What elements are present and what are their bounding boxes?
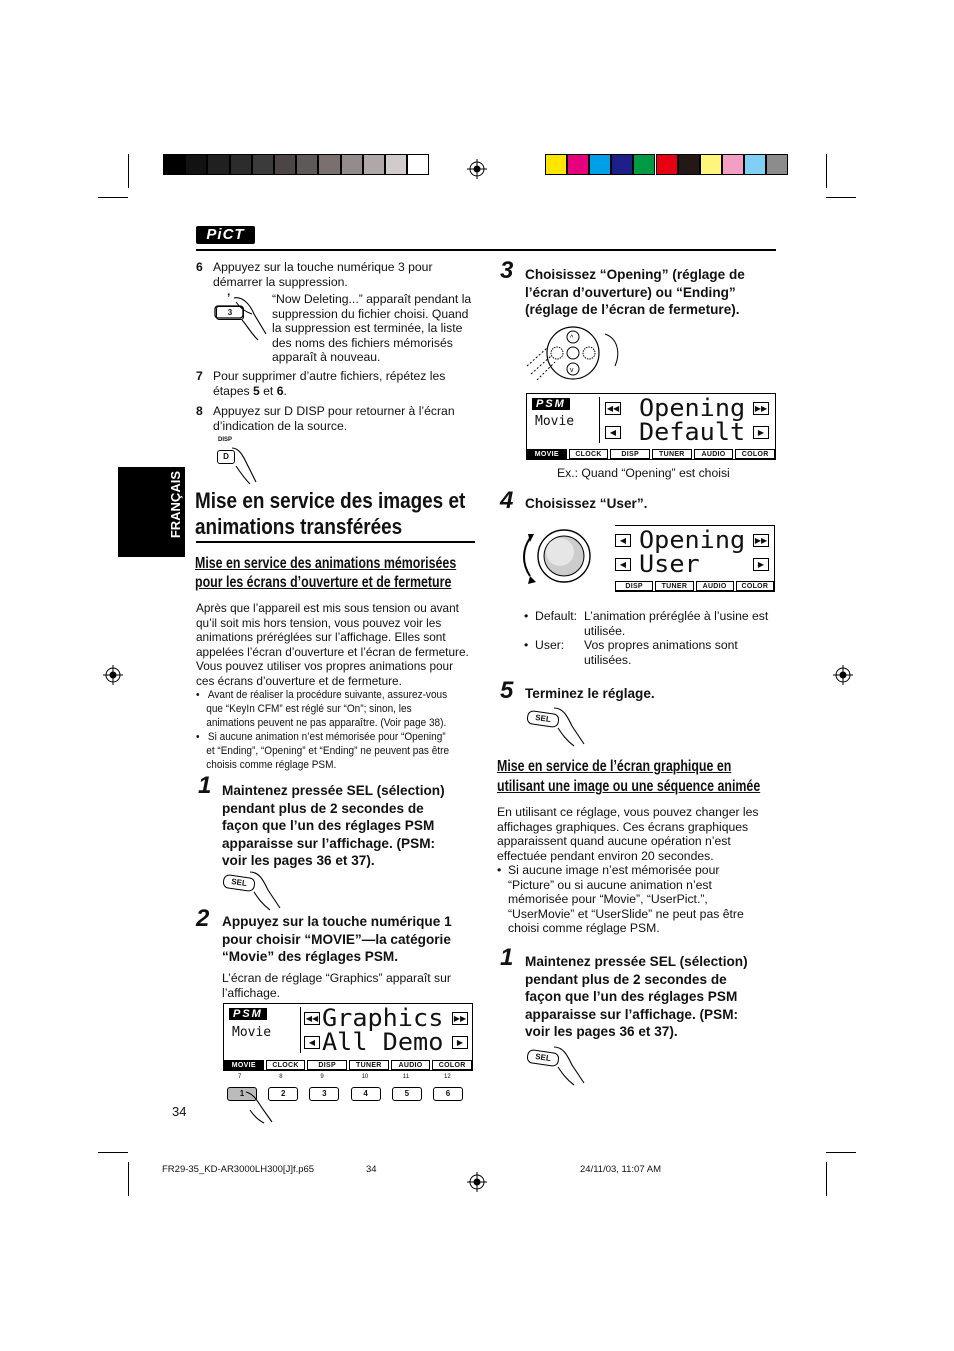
step7-num: 7: [196, 369, 203, 383]
sel-button: SEL: [526, 1049, 560, 1067]
step6-note: “Now Deleting...” apparaît pendant la suppression du fichier choisi. Quand la suppression est terminée, la liste des noms des fichiers mémorisés apparaît à nouveau.: [272, 292, 472, 365]
crop-mark: [98, 1152, 128, 1153]
enter-icon: ▶: [753, 426, 769, 439]
registration-mark-icon: [467, 159, 487, 179]
lcd-line1: Graphics: [322, 1004, 444, 1032]
pict-logo: PiCT: [196, 226, 255, 244]
disp-d-button: D: [217, 450, 235, 464]
footer-date: 24/11/03, 11:07 AM: [580, 1164, 661, 1175]
numkey-4-button: 4: [351, 1087, 381, 1101]
numkey-label: 8: [279, 1074, 283, 1080]
lcd-line1: Opening: [639, 394, 746, 422]
color-swatch: [567, 154, 589, 175]
step1-text: Maintenez pressée SEL (sélection) pendant plus de 2 secondes de façon que l’un des réglages PSM apparaisse sur l’affichage. (PSM: voir les pages 36 et 37).: [222, 783, 445, 868]
key-3-button: 3: [216, 306, 244, 320]
back-icon: ◀: [605, 426, 621, 439]
svg-text:v: v: [570, 367, 574, 374]
language-label: FRANÇAIS: [168, 471, 183, 539]
control-dial-icon: [520, 520, 610, 592]
gray-swatch: [230, 154, 252, 175]
crop-mark: [826, 197, 856, 198]
step2-number: 2: [196, 905, 210, 932]
step8-num: 8: [196, 404, 203, 418]
gray-swatch: [341, 154, 363, 175]
crop-mark: [826, 1152, 856, 1153]
option-default-desc: L’animation préréglée à l’usine est utilisée.: [584, 609, 769, 638]
color-swatch: [722, 154, 744, 175]
step3-text: Choisissez “Opening” (réglage de l’écran d’ouverture) ou “Ending” (réglage de l’écran de fermeture).: [525, 267, 745, 317]
header-rule: [196, 249, 776, 251]
disp-label: DISP: [218, 437, 233, 443]
page-number: 34: [172, 1104, 187, 1119]
gray-swatch: [185, 154, 207, 175]
step5-text: Terminez le réglage.: [525, 686, 655, 701]
step1b-number: 1: [500, 944, 514, 971]
lcd-line2: Default: [639, 418, 746, 446]
numkey-label: 10: [361, 1074, 369, 1080]
step5-number: 5: [500, 677, 514, 704]
gray-swatch: [363, 154, 385, 175]
next-icon: ▶▶: [754, 536, 768, 545]
lcd-tabs: MOVIE CLOCK DISP TUNER AUDIO COLOR: [527, 449, 775, 459]
gray-swatch: [163, 154, 185, 175]
lcd-category: Movie: [232, 1025, 272, 1040]
intro-paragraph: Après que l’appareil est mis sous tension ou avant qu’il soit mis hors tension, vous pouvez voir les animations préréglées sur l’affichage. Elles sont appelées l’écran d’ouverture et l’écran de fermeture. Vous pouvez utiliser vos propres animations pour ces écrans d’ouverture et de fermeture.: [196, 601, 469, 688]
numkey-label: 7: [238, 1074, 242, 1080]
sel-button: SEL: [222, 874, 256, 892]
color-swatch: [589, 154, 611, 175]
title-rule: [196, 541, 475, 543]
prev-icon: ◀◀: [305, 1014, 319, 1023]
color-swatch: [766, 154, 788, 175]
prev-icon: ◀◀: [606, 404, 620, 413]
gray-swatch: [252, 154, 274, 175]
bullet3: • Si aucune image n’est mémorisée pour “Picture” ou si aucune animation n’est mémorisée pour “Movie”, “UserPict.”, “UserMovie” et “UserSlide” ne peut pas être choisi comme réglage PSM.: [497, 863, 744, 936]
footer-filename: FR29-35_KD-AR3000LH300[J]f.p65: [162, 1164, 315, 1175]
section-title-line2: animations transférées: [195, 514, 403, 539]
crop-mark: [826, 1162, 827, 1196]
comma-mark: ’: [227, 291, 231, 305]
lcd-line2: All Demo: [322, 1028, 444, 1056]
gray-swatch: [385, 154, 407, 175]
footer-page: 34: [366, 1164, 377, 1175]
crop-mark: [98, 197, 128, 198]
step3-number: 3: [500, 257, 514, 284]
numkey-label: 9: [320, 1074, 324, 1080]
next-icon: ▶▶: [754, 404, 768, 413]
numkey-6-button: 6: [433, 1087, 463, 1101]
psm-badge: PSM: [229, 1008, 267, 1020]
section-title-line1: Mise en service des images et: [195, 488, 466, 513]
step4-number: 4: [500, 487, 514, 514]
control-pad-icon: [525, 326, 625, 382]
bullet-list: • Avant de réaliser la procédure suivante, assurez-vous que “KeyIn CFM” est réglé sur “On”; sinon, les animations peuvent ne pas apparaître. (Voir page 38). • Si aucune animation n’est mémorisée pour “Opening” et “Ending”, “Opening” et “Ending” ne peuvent pas être choisis comme réglage PSM.: [196, 689, 450, 771]
gray-swatch: [207, 154, 229, 175]
registration-mark-icon: [103, 665, 123, 685]
lcd-category: Movie: [535, 414, 575, 429]
subtitle2-line2: utilisant une image ou une séquence animée: [497, 778, 761, 795]
prev-icon: ◀: [615, 534, 631, 547]
color-swatch: [545, 154, 567, 175]
psm-badge: PSM: [532, 398, 570, 410]
color-swatch: [633, 154, 655, 175]
step8-text: Appuyez sur D DISP pour retourner à l’écran d’indication de la source.: [213, 404, 455, 433]
lcd-tabs: MOVIE CLOCK DISP TUNER AUDIO COLOR: [224, 1060, 472, 1070]
step6-text: Appuyez sur la touche numérique 3 pour démarrer la suppression.: [213, 260, 433, 289]
back-icon: ◀: [615, 558, 631, 571]
lcd-line2: User: [639, 550, 700, 578]
subtitle-line2: pour les écrans d’ouverture et de fermeture: [195, 574, 452, 591]
color-swatch: [744, 154, 766, 175]
step6-num: 6: [196, 260, 203, 274]
back-icon: ◀: [304, 1036, 320, 1049]
color-swatch: [678, 154, 700, 175]
color-swatch: [700, 154, 722, 175]
svg-text:^: ^: [570, 335, 574, 342]
crop-mark: [826, 154, 827, 188]
gray-swatch: [296, 154, 318, 175]
lcd-tabs: DISP TUNER AUDIO COLOR: [615, 581, 774, 591]
registration-mark-icon: [467, 1172, 487, 1192]
subtitle-line1: Mise en service des animations mémorisées: [195, 555, 457, 572]
next-icon: ▶▶: [453, 1014, 467, 1023]
step1-number: 1: [198, 772, 212, 799]
lcd-display-graphics: [223, 1003, 473, 1071]
lcd-display-opening-user: [615, 525, 775, 592]
gray-swatch: [274, 154, 296, 175]
numkey-5-button: 5: [392, 1087, 422, 1101]
enter-icon: ▶: [753, 558, 769, 571]
color-swatch: [656, 154, 678, 175]
subtitle2-line1: Mise en service de l’écran graphique en: [497, 758, 732, 775]
language-tab: [118, 467, 185, 557]
step1b-text: Maintenez pressée SEL (sélection) pendant plus de 2 secondes de façon que l’un des réglages PSM apparaisse sur l’affichage. (PSM: voir les pages 36 et 37).: [525, 954, 748, 1039]
option-user-desc: Vos propres animations sont utilisées.: [584, 638, 738, 667]
numkey-label: 11: [402, 1074, 410, 1080]
option-user: • User:: [524, 638, 565, 652]
numkey-1-button: 1: [227, 1087, 257, 1101]
numkey-3-button: 3: [309, 1087, 339, 1101]
lcd-caption: Ex.: Quand “Opening” est choisi: [557, 466, 730, 480]
color-swatch: [611, 154, 633, 175]
gray-swatch: [407, 154, 429, 175]
step7-text: Pour supprimer d’autre fichiers, répétez les étapes 5 et 6.: [213, 369, 446, 398]
numkey-2-button: 2: [268, 1087, 298, 1101]
step2-note: L’écran de réglage “Graphics” apparaît sur l’affichage.: [222, 971, 451, 1000]
gray-swatch: [318, 154, 340, 175]
numkey-label: 12: [444, 1074, 451, 1080]
crop-mark: [128, 154, 129, 188]
lcd-line1: Opening: [639, 526, 746, 554]
intro2-paragraph: En utilisant ce réglage, vous pouvez changer les affichages graphiques. Ces écrans graphiques apparaissent quand aucune opération n’est effectuée pendant environ 20 secondes.: [497, 805, 759, 863]
step4-text: Choisissez “User”.: [525, 496, 648, 511]
option-default: • Default:: [524, 609, 578, 623]
sel-button: SEL: [526, 710, 560, 728]
registration-mark-icon: [833, 665, 853, 685]
lcd-display-opening-default: [526, 393, 776, 460]
enter-icon: ▶: [452, 1036, 468, 1049]
step2-text: Appuyez sur la touche numérique 1 pour choisir “MOVIE”—la catégorie “Movie” des réglages PSM.: [222, 914, 452, 964]
crop-mark: [128, 1162, 129, 1196]
finger-press-icon: [232, 1090, 278, 1124]
